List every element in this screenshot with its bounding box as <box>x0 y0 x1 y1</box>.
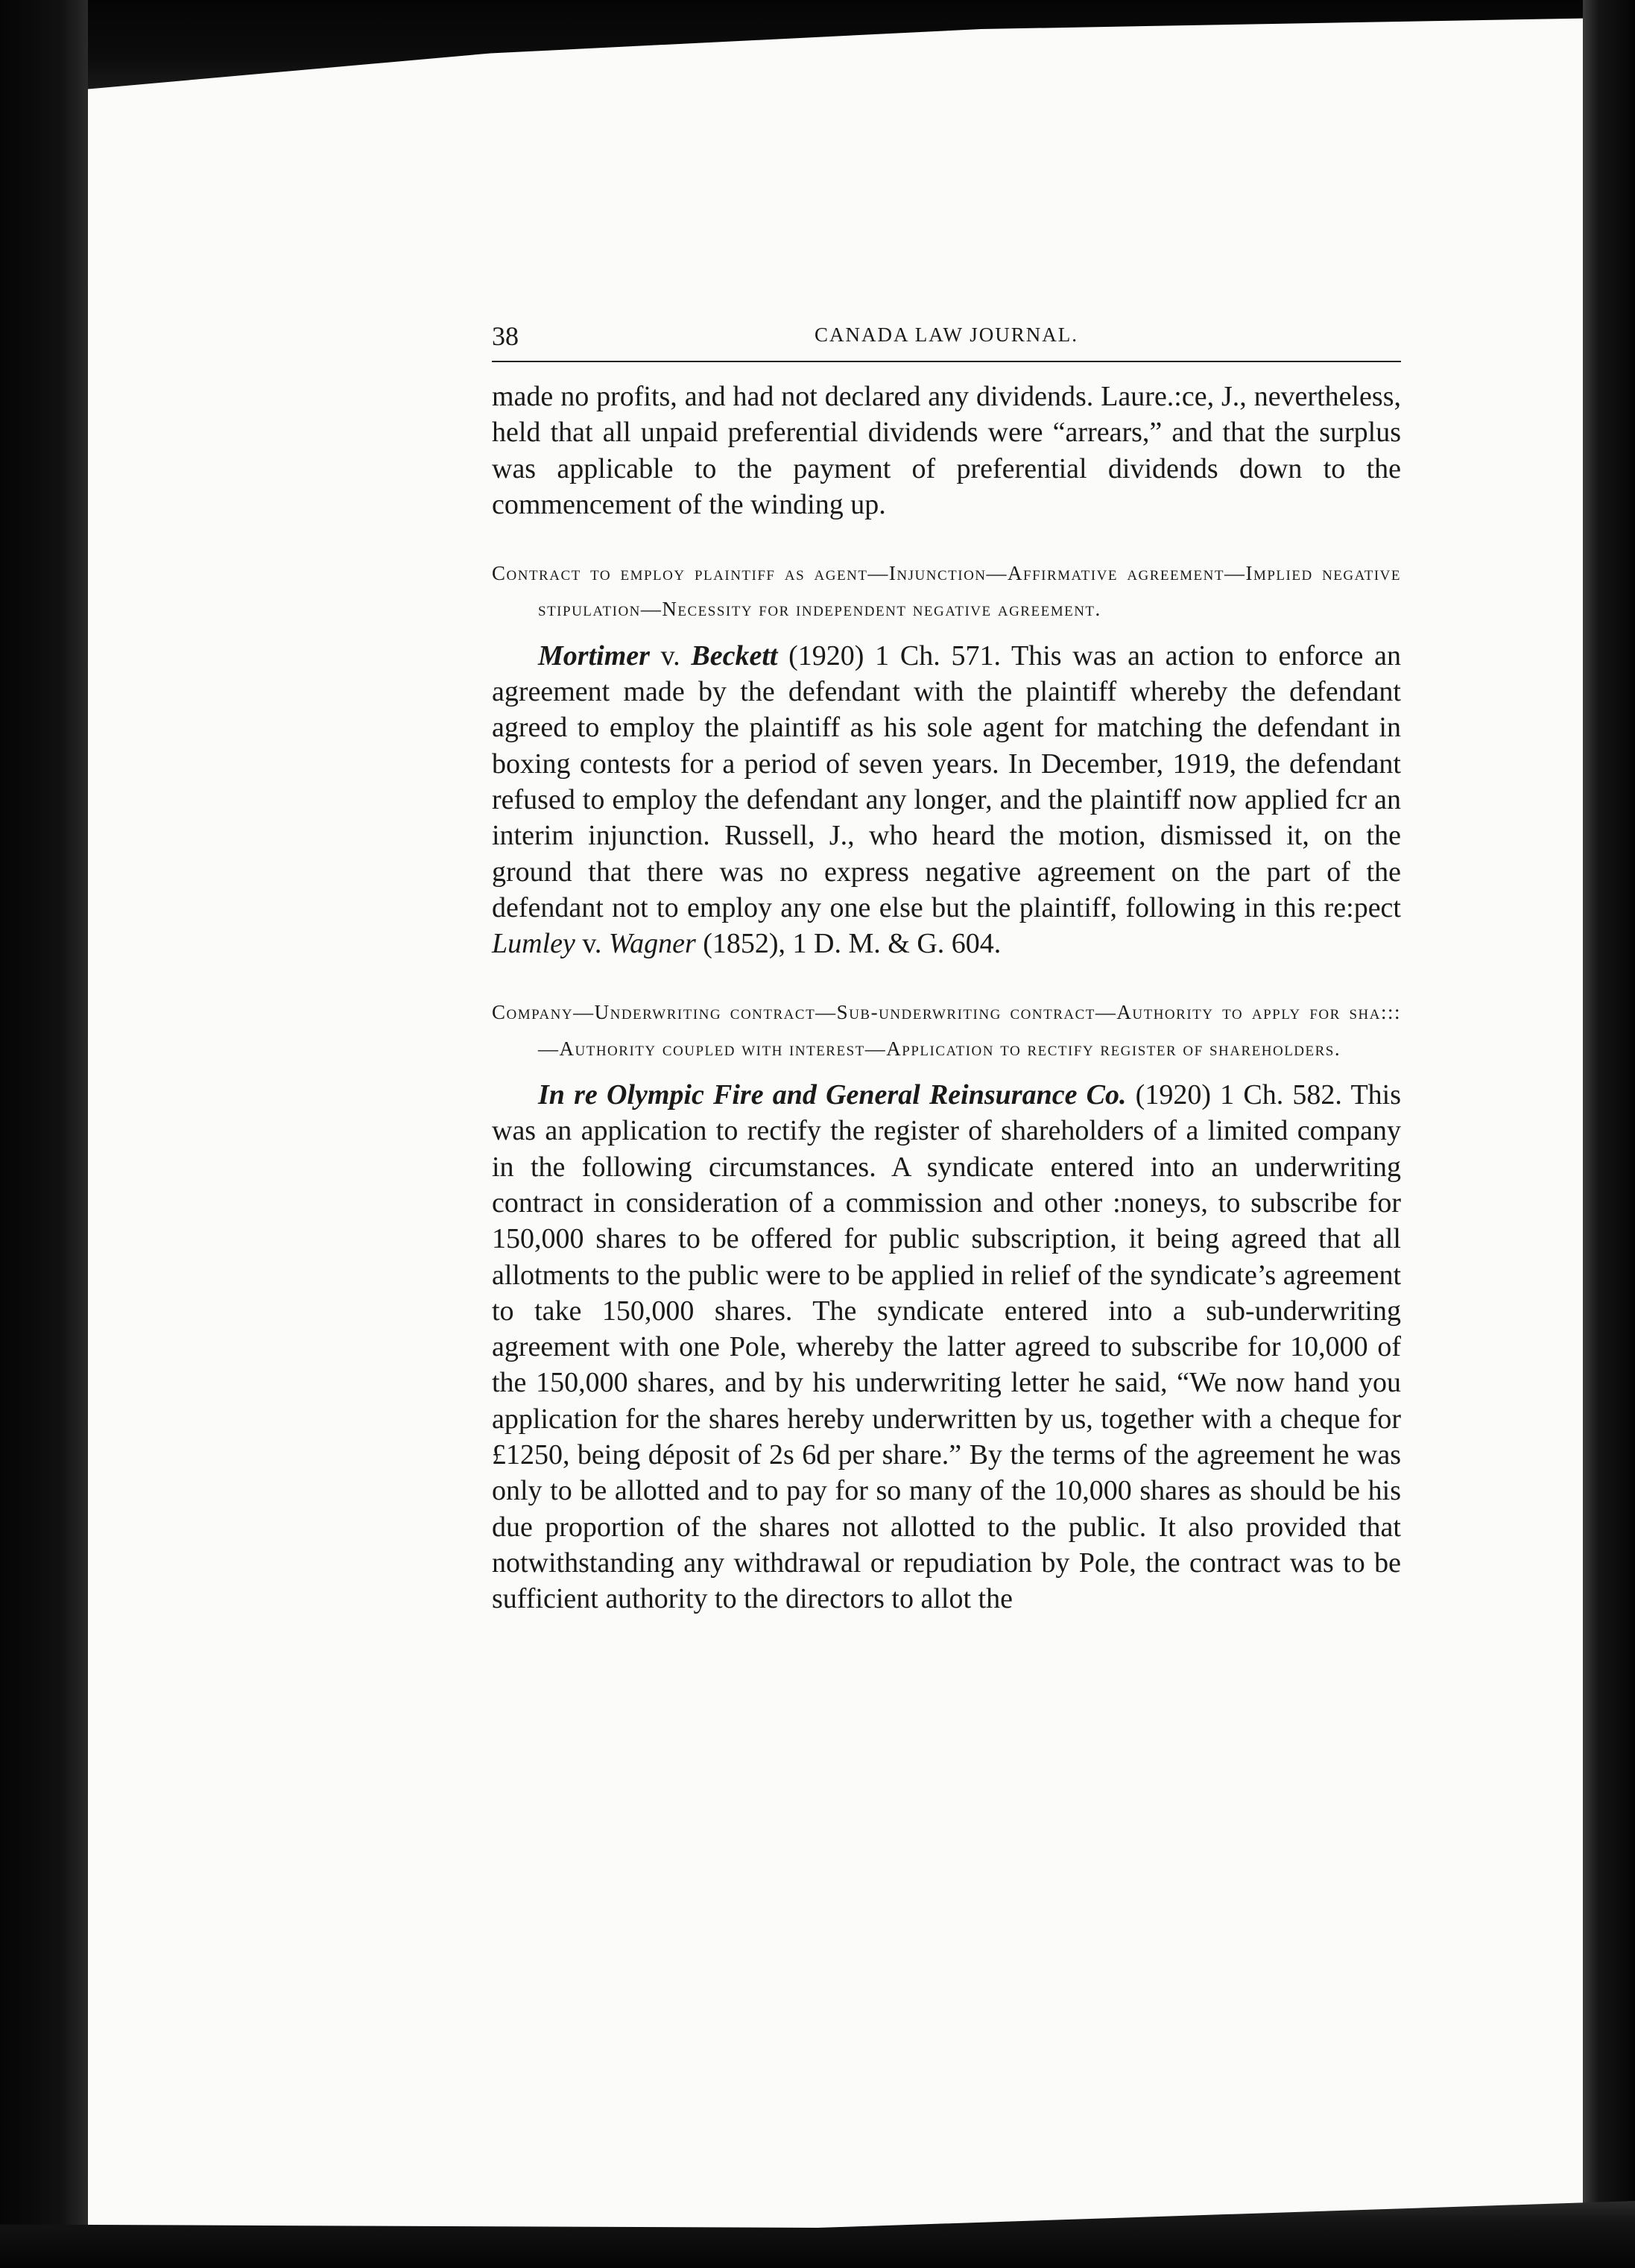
scan-border-right <box>1583 0 1635 2268</box>
case-name-2: Beckett <box>691 639 778 672</box>
ref-case-2: Wagner <box>608 928 696 960</box>
case-name: In re Olympic Fire and General Reinsurance Co. <box>538 1079 1127 1111</box>
header-rule <box>492 361 1401 362</box>
ref-citation: (1852), 1 D. M. & G. 604. <box>695 928 1002 960</box>
case-body: This was an action to enforce an agreement made by the defendant with the plaintiff whereby the defendant agreed to employ the plaintiff as his sole agent for matching the defendant in boxing contests for a period of seven years. In December, 1919, the defendant refused to employ the defendant any longer, and the plaintiff now applied fcr an interim injunction. Russell, J., who heard the motion, dismissed it, on the ground that there was no express negative agreement on the part of the defendant not to employ any one else but the plaintiff, following in this re:pect <box>492 639 1401 923</box>
journal-title: CANADA LAW JOURNAL. <box>814 323 1079 346</box>
headnote: Company—Underwriting contract—Sub-underwriting contract—Authority to apply for sha:::—Authority coupled with interest—Application to rectify register of shareholders. <box>492 1001 1401 1060</box>
section-mortimer <box>492 555 1401 961</box>
page-number: 38 <box>492 321 519 351</box>
scan-border-top <box>0 0 1635 97</box>
case-paragraph <box>492 1077 1401 1617</box>
case-name: Mortimer <box>538 639 650 672</box>
ref-case-1: Lumley <box>492 928 575 960</box>
scan-border-left <box>0 0 88 2268</box>
intro-paragraph: made no profits, and had not declared any dividends. Laure.:ce, J., nevertheless, held that all unpaid preferential dividends were “arrears,” and that the surplus was applicable to the payment of preferential dividends down to the commencement of the winding up. <box>492 381 1401 520</box>
running-head <box>492 320 1401 355</box>
case-v: v. <box>649 639 692 672</box>
case-body: This was an application to rectify the register of shareholders of a limited company in the following circumstances. A syndicate entered into an underwriting contract in consideration of a commission and other :noneys, to subscribe for 150,000 shares to be offered for public subscription, it being agreed that all allotments to the public were to be applied in relief of the syndicate’s agreement to take 150,000 shares. The syndicate entered into a sub-underwriting agreement with one Pole, whereby the latter agreed to subscribe for 10,000 of the 150,000 shares, and by his underwriting letter he said, “We now hand you application for the shares hereby underwritten by us, together with a cheque for £1250, being déposit of 2s 6d per share.” By the terms of the agreement he was only to be allotted and to pay for so many of the 10,000 shares as should be his due proportion of the shares not allotted to the public. It also provided that notwithstanding any withdrawal or repudiation by Pole, the contract was to be sufficient authority to the directors to allot the <box>492 1079 1401 1615</box>
citation: (1920) 1 Ch. 582. <box>1126 1079 1351 1111</box>
section-olympic-fire <box>492 994 1401 1617</box>
case-paragraph <box>492 638 1401 962</box>
journal-page <box>492 320 1401 1617</box>
ref-v: v. <box>575 928 609 960</box>
scan-border-bottom <box>0 2201 1635 2268</box>
headnote: Contract to employ plaintiff as agent—Injunction—Affirmative agreement—Implied negative stipulation—Necessity for independent negative agreement. <box>492 562 1401 621</box>
citation: (1920) 1 Ch. 571. <box>777 639 1011 672</box>
